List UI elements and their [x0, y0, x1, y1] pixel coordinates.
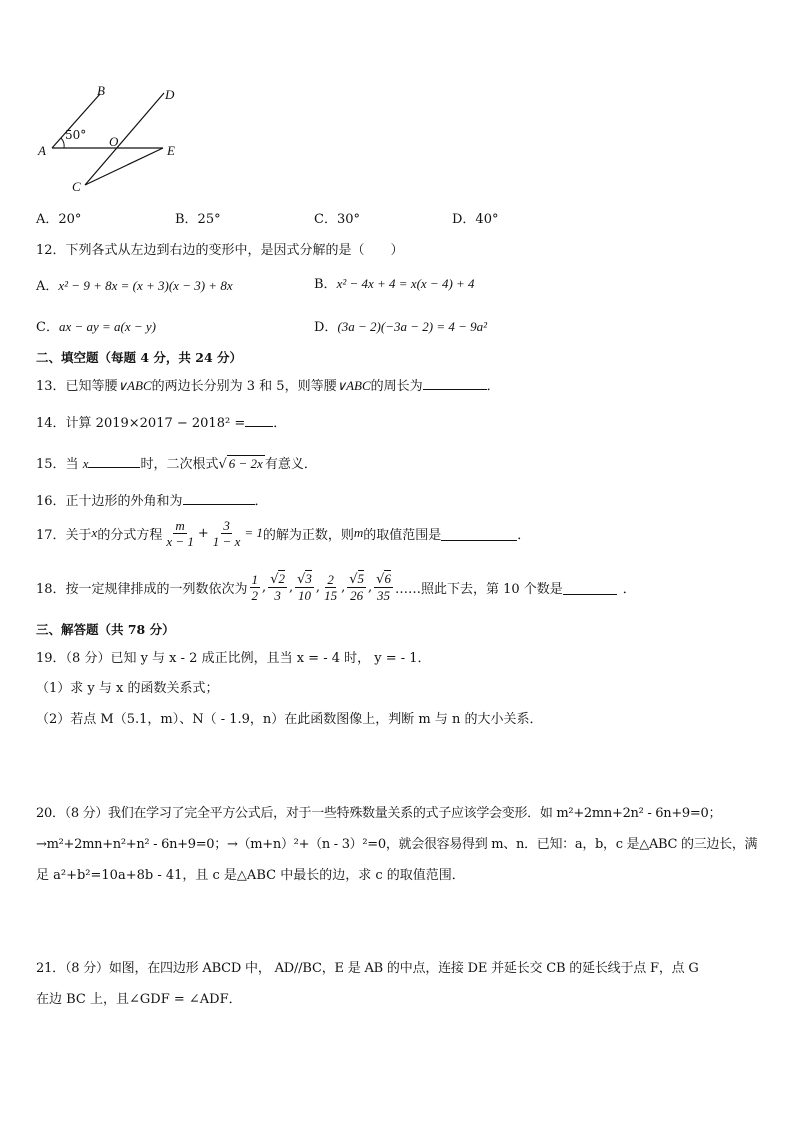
- q18-radicand: 2: [278, 571, 285, 586]
- q17-plus: +: [197, 525, 209, 541]
- q19-line2: （1）求 y 与 x 的函数关系式；: [36, 681, 219, 696]
- q20-line3: 足 a²+b²=10a+8b - 41，且 c 是△ABC 中最长的边，求 c 的取值范围．: [36, 868, 465, 883]
- q18-comma: ,: [368, 579, 373, 595]
- q17-answer-blank: [441, 526, 517, 541]
- q18-end: ．: [622, 581, 636, 597]
- q14-text: 14．计算 2019×2017 − 2018² =: [36, 416, 246, 431]
- q18-radicand: 6: [384, 571, 391, 586]
- q15: [36, 453, 317, 472]
- q16-text: 16．正十边形的外角和为: [36, 494, 183, 509]
- q16: [36, 490, 268, 509]
- q21-line1: 21．（8 分）如图，在四边形 ABCD 中， AD//BC，E 是 AB 的中点，连接 DE 并延长交 CB 的延长线于点 F，点 G: [36, 961, 699, 976]
- q18-radicand: 5: [357, 571, 364, 586]
- label-e: E: [167, 143, 175, 158]
- q21-line2: 在边 BC 上，且∠GDF = ∠ADF．: [36, 992, 242, 1007]
- q18-fraction-den: 35: [377, 588, 391, 603]
- q15-text-before: 15．当: [36, 457, 79, 472]
- q19-line1: 19．（8 分）已知 y 与 x - 2 成正比例，且当 x = - 4 时， y = - 1．: [36, 651, 431, 666]
- q18-fraction-1: [250, 572, 261, 603]
- q18-fraction-den: 3: [274, 588, 281, 603]
- q12-option-a: [36, 275, 233, 294]
- section-3-title: 三、解答题（共 78 分）: [36, 622, 175, 637]
- q12-b-expr: x² − 4x + 4 = x(x − 4) + 4: [336, 276, 475, 291]
- q12-c-expr: ax − ay = a(x − y): [58, 319, 157, 334]
- q17-var: x: [91, 525, 98, 540]
- q15-text-mid: 时，二次根式: [140, 457, 219, 472]
- line-ce: [85, 148, 163, 185]
- q18-comma: ,: [288, 579, 294, 595]
- q11-option-d: D．40°: [452, 212, 499, 227]
- q12-stem: 12．下列各式从左边到右边的变形中，是因式分解的是（ ）: [36, 243, 404, 258]
- label-a: A: [38, 143, 46, 158]
- q20-line1: 20．（8 分）我们在学习了完全平方公式后，对于一些特殊数量关系的式子应该学会变形．如 m²+2mn+2n² - 6n+9=0；: [36, 806, 722, 821]
- q18-fraction-num: [295, 571, 314, 588]
- sqrt-sign: √: [297, 572, 306, 587]
- angle-arc: [61, 138, 64, 148]
- q17-frac2-num: 3: [223, 517, 230, 533]
- q12-b-prefix: B．: [314, 277, 337, 292]
- sqrt-sign: √: [376, 572, 385, 587]
- q12-d-prefix: D．: [314, 320, 338, 335]
- q18-radicand: 3: [305, 571, 312, 586]
- q18-fraction-6: [374, 571, 393, 603]
- q18-fraction-num: 1: [251, 571, 259, 587]
- q11-option-a: A．20°: [36, 212, 82, 227]
- q13-text-after: 的周长为: [370, 379, 423, 394]
- sqrt-sign: √: [349, 572, 358, 587]
- q12-c-prefix: C．: [36, 320, 59, 335]
- label-o: O: [109, 134, 119, 149]
- q13-answer-blank: [423, 375, 487, 390]
- sqrt-sign: √: [270, 572, 279, 587]
- q18-answer-blank: [563, 580, 617, 595]
- q15-text-after: 有意义．: [264, 457, 317, 472]
- q17-var2: m: [353, 525, 364, 540]
- q18-fraction-2: [268, 571, 287, 603]
- sqrt-sign: √: [218, 457, 227, 472]
- q18-comma: ,: [341, 579, 346, 595]
- q12-option-d: [314, 316, 487, 335]
- q17-frac1-den: x − 1: [166, 533, 194, 549]
- label-c: C: [72, 179, 81, 194]
- q18-fraction-5: [347, 571, 366, 603]
- q17-end: ．: [517, 527, 531, 543]
- label-d: D: [165, 87, 175, 102]
- q17-text-end: 的取值范围是: [363, 527, 442, 543]
- q17-frac2-den: 1 − x: [212, 533, 241, 549]
- q18-fraction-den: 26: [350, 588, 364, 603]
- q15-radicand: 6 − 2x: [228, 456, 263, 471]
- q17-frac1-num: m: [175, 517, 185, 533]
- q18-text-before: 18．按一定规律排成的一列数依次为: [36, 581, 248, 597]
- q18-fraction-num: [347, 571, 366, 588]
- q17-text-after: 的解为正数，则: [262, 527, 354, 543]
- q13: [36, 375, 500, 394]
- q18-fraction-den: 2: [251, 587, 259, 603]
- q17-text-before: 17．关于: [36, 527, 92, 543]
- q13-end: ．: [486, 379, 500, 394]
- q17: [36, 515, 530, 551]
- line-cd: [85, 93, 164, 185]
- q18-fraction-num: [374, 571, 393, 588]
- q18-sequence: [248, 571, 395, 603]
- q15-var: x: [82, 456, 89, 471]
- q18-fraction-4: [322, 572, 339, 603]
- q18: [36, 567, 636, 607]
- q18-fraction-den: 15: [324, 587, 338, 603]
- q11-option-c: C．30°: [314, 212, 360, 227]
- q17-eq: = 1: [244, 525, 263, 540]
- q13-tri1: ∨ABC: [117, 378, 152, 393]
- q19-line3: （2）若点 M（5.1，m）、N（ - 1.9，n）在此函数图像上，判断 m 与 n 的大小关系．: [36, 712, 543, 727]
- q20-line2: →m²+2mn+n²+n² - 6n+9=0；→（m+n）²+（n - 3）²=0，就会很容易得到 m、n．已知：a，b，c 是△ABC 的三边长，满: [36, 837, 758, 852]
- section-2-title: 二、填空题（每题 4 分，共 24 分）: [36, 350, 243, 365]
- q16-end: ．: [254, 494, 268, 509]
- q12-d-expr: (3a − 2)(−3a − 2) = 4 − 9a²: [337, 319, 488, 334]
- q18-text-after: ……照此下去，第 10 个数是: [394, 581, 563, 597]
- q14-answer-blank: [245, 412, 273, 427]
- q12-option-b: [314, 273, 475, 292]
- label-b: B: [97, 83, 105, 98]
- q13-text-before: 13．已知等腰: [36, 379, 118, 394]
- q11-option-b: B．25°: [175, 212, 221, 227]
- q12-option-c: [36, 316, 156, 335]
- q16-answer-blank: [183, 490, 255, 505]
- q18-fraction-den: 10: [298, 588, 312, 603]
- q17-text-mid: 的分式方程: [97, 527, 163, 543]
- q13-text-mid: 的两边长分别为 3 和 5，则等腰: [151, 379, 337, 394]
- q13-tri2: ∨ABC: [336, 378, 371, 393]
- q14: [36, 412, 286, 431]
- q17-frac1: [164, 518, 196, 549]
- q18-fraction-num: [268, 571, 287, 588]
- q18-comma: ,: [315, 579, 321, 595]
- q17-frac2: [211, 518, 243, 549]
- q12-a-expr: x² − 9 + 8x = (x + 3)(x − 3) + 8x: [58, 278, 233, 293]
- q15-answer-blank: [88, 453, 140, 468]
- angle-label: 50°: [65, 128, 87, 142]
- q18-fraction-3: [295, 571, 314, 603]
- q18-fraction-num: 2: [327, 571, 334, 587]
- q14-end: ．: [273, 416, 287, 431]
- q12-a-prefix: A．: [36, 279, 59, 294]
- q18-comma: ,: [262, 579, 267, 595]
